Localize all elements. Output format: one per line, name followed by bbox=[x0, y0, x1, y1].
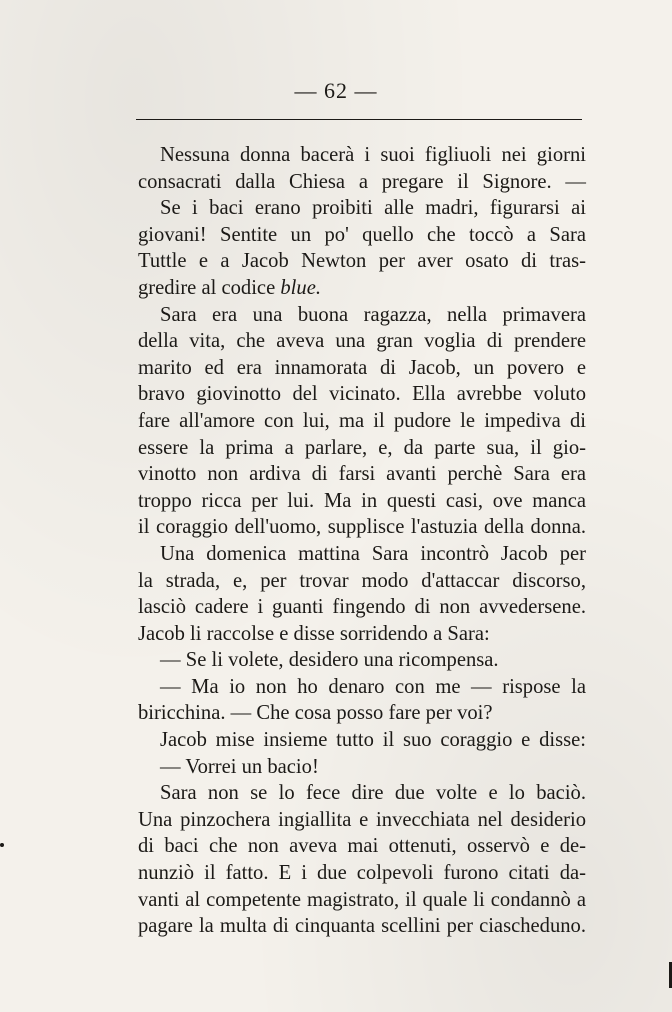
text-line: vanti al competente magistrato, il quale li condannò a bbox=[138, 888, 586, 911]
text-line: — Ma io non ho denaro con me — rispose la bbox=[160, 675, 586, 698]
text-line: Sara era una buona ragazza, nella primavera bbox=[160, 303, 586, 326]
text-line: Jacob li raccolse e disse sorridendo a Sara: bbox=[138, 622, 490, 645]
text-line-start: gredire al codice bbox=[138, 276, 276, 299]
text-line-with-italic bbox=[138, 275, 586, 302]
text-line: la strada, e, per trovar modo d'attaccar discorso, bbox=[138, 569, 586, 592]
body-text bbox=[138, 142, 586, 940]
text-line: di baci che non aveva mai ottenuti, osservò e de- bbox=[138, 835, 586, 858]
text-line: nunziò il fatto. E i due colpevoli furono citati da- bbox=[138, 862, 586, 885]
text-line: Se i baci erano proibiti alle madri, figurarsi ai bbox=[160, 197, 586, 220]
text-line: essere la prima a parlare, e, da parte sua, il gio- bbox=[138, 436, 586, 459]
text-line: Tuttle e a Jacob Newton per aver osato di tras- bbox=[138, 250, 586, 273]
text-line: troppo ricca per lui. Ma in questi casi, ove manca bbox=[138, 489, 586, 512]
text-line: marito ed era innamorata di Jacob, un povero e bbox=[138, 356, 586, 379]
text-line: biricchina. — Che cosa posso fare per voi? bbox=[138, 702, 493, 725]
text-line: della vita, che aveva una gran voglia di prendere bbox=[138, 330, 586, 353]
text-line: Sara non se lo fece dire due volte e lo baciò. bbox=[160, 782, 586, 805]
header-rule bbox=[136, 119, 582, 120]
text-line: pagare la multa di cinquanta scellini per ciascheduno. bbox=[138, 915, 586, 938]
text-line: lasciò cadere i guanti fingendo di non avvedersene. bbox=[138, 596, 586, 619]
text-line: consacrati dalla Chiesa a pregare il Signore. — bbox=[138, 170, 586, 193]
text-line: Una pinzochera ingiallita e invecchiata nel desiderio bbox=[138, 808, 586, 831]
text-line: Jacob mise insieme tutto il suo coraggio e disse: bbox=[160, 729, 586, 752]
text-line: fare all'amore con lui, ma il pudore le impediva di bbox=[138, 409, 586, 432]
text-line: il coraggio dell'uomo, supplisce l'astuzia della donna. bbox=[138, 516, 586, 539]
scan-speck bbox=[0, 843, 4, 847]
text-line: giovani! Sentite un po' quello che toccò a Sara bbox=[138, 223, 586, 246]
text-line: — Vorrei un bacio! bbox=[160, 755, 319, 778]
page-number: — 62 — bbox=[294, 78, 378, 103]
text-line: bravo giovinotto del vicinato. Ella avrebbe voluto bbox=[138, 383, 586, 406]
text-line: Una domenica mattina Sara incontrò Jacob per bbox=[160, 542, 586, 565]
text-line: — Se li volete, desidero una ricompensa. bbox=[160, 649, 499, 672]
text-line: vinotto non ardiva di farsi avanti perchè Sara era bbox=[138, 463, 586, 486]
text-line: Nessuna donna bacerà i suoi figliuoli nei giorni bbox=[160, 144, 586, 166]
italic-word: blue. bbox=[280, 276, 321, 299]
